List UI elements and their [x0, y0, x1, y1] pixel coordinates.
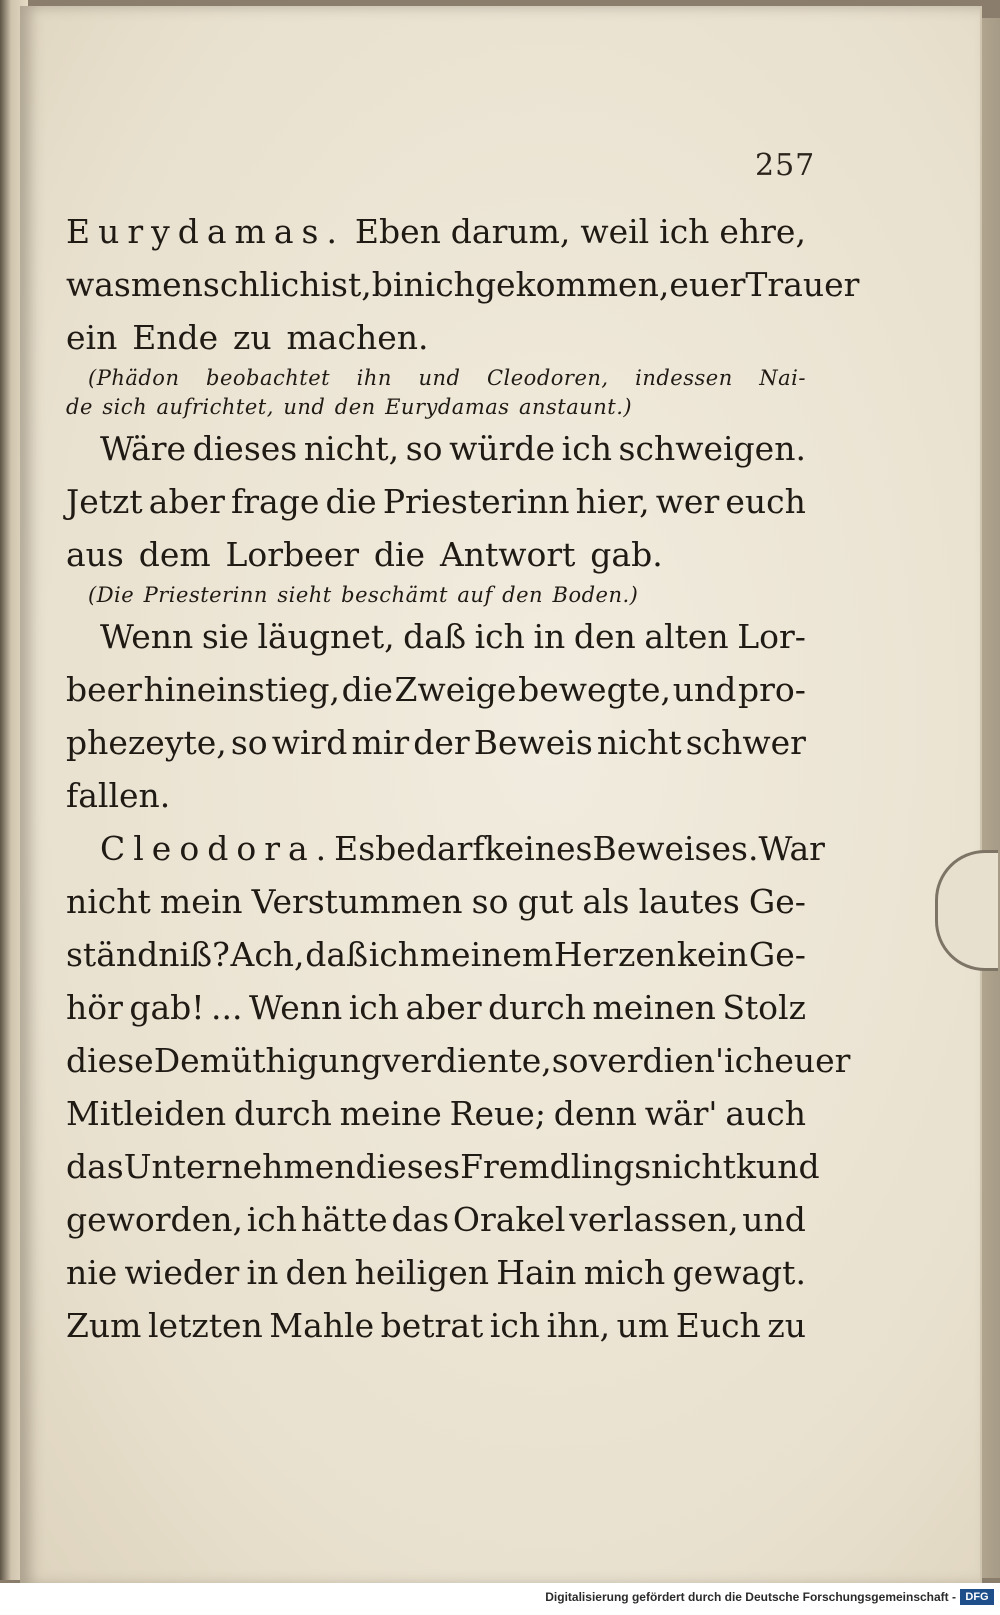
word: ich: [659, 212, 710, 251]
text-line: [66, 1193, 806, 1246]
word: den: [334, 395, 376, 419]
word: denn: [553, 1094, 637, 1133]
text-line: [66, 610, 806, 663]
word: und: [418, 366, 461, 390]
word: diese: [66, 1041, 154, 1080]
word: mein: [159, 882, 243, 921]
word: den: [502, 583, 544, 607]
word: aber: [148, 482, 225, 521]
word: ich: [246, 1200, 297, 1239]
word: gewagt.: [672, 1253, 806, 1292]
word: das: [391, 1200, 450, 1239]
word: Hain: [496, 1253, 577, 1292]
text-line: [66, 1140, 820, 1193]
word: ständniß?: [66, 935, 230, 974]
word: wär': [644, 1094, 718, 1133]
word: Zum: [66, 1306, 142, 1345]
text-line: [66, 475, 806, 528]
word: Stolz: [722, 988, 806, 1027]
word: in: [533, 617, 566, 656]
text-line: [66, 422, 806, 475]
word: alten: [644, 617, 729, 656]
word: was: [66, 265, 131, 304]
text-line: [66, 528, 806, 581]
speaker-name: Cleodora.: [100, 829, 335, 868]
word: so: [230, 723, 268, 762]
word: Demüthigung: [153, 1041, 383, 1080]
digitization-footer: [0, 1583, 1000, 1615]
word: sieht: [277, 583, 332, 607]
word: beschämt: [341, 583, 448, 607]
word: bin: [371, 265, 425, 304]
word: daß: [403, 617, 467, 656]
dfg-logo: DFG: [960, 1589, 994, 1605]
word: phezeyte,: [66, 723, 227, 762]
word: schweigen.: [618, 429, 806, 468]
word: läugnet,: [257, 617, 395, 656]
text-line: [66, 981, 806, 1034]
text-line: [66, 663, 806, 716]
word: ich: [489, 1306, 541, 1345]
word: darum,: [450, 212, 571, 251]
word: wird: [271, 723, 348, 762]
footer-credit-text: Digitalisierung gefördert durch die Deutsche Forschungsgemeinschaft -: [545, 1590, 956, 1604]
word: den: [573, 617, 636, 656]
word: zu: [767, 1306, 806, 1345]
word: dem: [138, 535, 211, 574]
word: letzten: [148, 1306, 263, 1345]
word: den: [285, 1253, 348, 1292]
word: als: [582, 882, 630, 921]
word: Euch: [675, 1306, 761, 1345]
word: zu: [233, 318, 272, 357]
word: (Phädon: [88, 366, 180, 390]
word: lautes: [638, 882, 740, 921]
word: nie: [66, 1253, 118, 1292]
word: Fremdlings: [460, 1147, 652, 1186]
text-line: [66, 875, 806, 928]
word: ihn,: [546, 1306, 611, 1345]
text-line: [66, 1034, 851, 1087]
word: aber: [405, 988, 482, 1027]
word: ehre,: [719, 212, 806, 251]
page-text-block: [66, 205, 860, 1352]
word: indessen: [635, 366, 733, 390]
text-line: [66, 1087, 806, 1140]
word: mir: [351, 723, 410, 762]
word: auch: [725, 1094, 806, 1133]
word: Ge-: [748, 882, 806, 921]
word: Zweige: [394, 670, 517, 709]
word: ein: [66, 318, 118, 357]
word: fallen.: [66, 776, 171, 815]
word: machen.: [286, 318, 429, 357]
text-line: [66, 822, 825, 875]
word: kund: [735, 1147, 820, 1186]
word: würde: [449, 429, 556, 468]
word: und: [672, 670, 737, 709]
word: Ende: [132, 318, 219, 357]
speaker-name: Eurydamas.: [66, 212, 345, 251]
word: Mahle: [269, 1306, 375, 1345]
word: sich: [102, 395, 148, 419]
word: Eben: [354, 212, 441, 251]
text-line: [66, 1299, 806, 1352]
word: aufrichtet,: [156, 395, 274, 419]
word: Ge-: [748, 935, 806, 974]
word: pro-: [738, 670, 806, 709]
text-line: [66, 258, 860, 311]
text-line: [66, 311, 806, 364]
word: hätte: [300, 1200, 388, 1239]
word: dieses: [192, 429, 298, 468]
word: so: [551, 1041, 589, 1080]
word: gekommen,: [474, 265, 670, 304]
word: so: [405, 429, 443, 468]
word: Herzen: [553, 935, 677, 974]
word: weil: [580, 212, 650, 251]
word: um: [616, 1306, 670, 1345]
word: verlassen,: [569, 1200, 739, 1239]
word: ich: [724, 1041, 775, 1080]
word: durch: [488, 988, 586, 1027]
word: Eurydamas: [385, 395, 510, 419]
word: menschlich: [130, 265, 321, 304]
word: der: [413, 723, 470, 762]
word: beobachtet: [206, 366, 331, 390]
word: euch: [725, 482, 806, 521]
word: (Die: [88, 583, 135, 607]
word: Wenn: [100, 617, 194, 656]
word: ich: [474, 617, 525, 656]
word: meine: [339, 1094, 442, 1133]
word: Beweis: [473, 723, 593, 762]
word: Jetzt: [66, 482, 143, 521]
word: ist,: [320, 265, 372, 304]
word: frage: [231, 482, 320, 521]
text-line: [66, 716, 806, 769]
text-line: [66, 769, 806, 822]
word: so: [471, 882, 509, 921]
word: schwer: [685, 723, 806, 762]
word: betrat: [380, 1306, 484, 1345]
word: Priesterinn: [382, 482, 570, 521]
word: nicht,: [303, 429, 400, 468]
text-line: [66, 1246, 806, 1299]
text-line: [66, 205, 806, 258]
word: Priesterinn: [143, 583, 268, 607]
word: die: [325, 482, 377, 521]
word: bedarf: [375, 829, 485, 868]
word: daß: [305, 935, 369, 974]
word: gut: [517, 882, 574, 921]
word: bewegte,: [518, 670, 671, 709]
word: hier,: [575, 482, 650, 521]
word: Wenn: [248, 988, 343, 1027]
word: durch: [233, 1094, 332, 1133]
word: verdiente,: [382, 1041, 552, 1080]
word: hineinstieg,: [143, 670, 340, 709]
word: nicht: [596, 723, 682, 762]
word: War: [758, 829, 825, 868]
word: in: [246, 1253, 279, 1292]
word: anstaunt.): [518, 395, 633, 419]
word: ich: [368, 935, 420, 974]
word: sie: [201, 617, 249, 656]
word: ...: [211, 988, 243, 1027]
word: hör: [66, 988, 123, 1027]
word: Orakel: [452, 1200, 566, 1239]
word: Verstummen: [251, 882, 463, 921]
word: Cleodoren,: [486, 366, 609, 390]
word: das: [66, 1147, 124, 1186]
word: gab.: [590, 535, 663, 574]
word: geworden,: [66, 1200, 243, 1239]
word: meinem: [419, 935, 554, 974]
word: gab!: [129, 988, 205, 1027]
word: aus: [66, 535, 124, 574]
word: mich: [583, 1253, 666, 1292]
word: die: [373, 535, 426, 574]
word: und: [742, 1200, 806, 1239]
word: ich: [348, 988, 400, 1027]
stage-direction-line: [66, 581, 806, 610]
word: euer: [774, 1041, 851, 1080]
page-number: 257: [755, 148, 816, 183]
word: Wäre: [100, 429, 187, 468]
word: auf: [457, 583, 493, 607]
word: nicht: [66, 882, 151, 921]
word: dieses: [355, 1147, 461, 1186]
word: Nai-: [759, 366, 806, 390]
word: Lor-: [737, 617, 806, 656]
word: keines: [484, 829, 593, 868]
word: euer: [669, 265, 746, 304]
word: Mitleiden: [66, 1094, 227, 1133]
word: kein: [676, 935, 749, 974]
word: wieder: [124, 1253, 240, 1292]
word: Trauer: [745, 265, 860, 304]
word: de: [66, 395, 93, 419]
word: und: [283, 395, 326, 419]
word: Lorbeer: [225, 535, 360, 574]
word: die: [341, 670, 393, 709]
word: Reue;: [449, 1094, 546, 1133]
word: Unternehmen: [123, 1147, 356, 1186]
word: wer: [655, 482, 720, 521]
word: ihn: [356, 366, 392, 390]
word: Boden.): [552, 583, 639, 607]
word: Beweises.: [592, 829, 759, 868]
text-line: [66, 928, 806, 981]
stage-direction-line: [66, 364, 806, 393]
word: Es: [334, 829, 376, 868]
stage-direction-line: [66, 393, 806, 422]
word: beer: [66, 670, 142, 709]
word: ich: [561, 429, 612, 468]
word: ich: [424, 265, 475, 304]
word: meinen: [592, 988, 716, 1027]
word: Antwort: [439, 535, 576, 574]
word: Ach,: [230, 935, 305, 974]
word: heiligen: [354, 1253, 490, 1292]
word: nicht: [651, 1147, 736, 1186]
word: verdien': [588, 1041, 725, 1080]
